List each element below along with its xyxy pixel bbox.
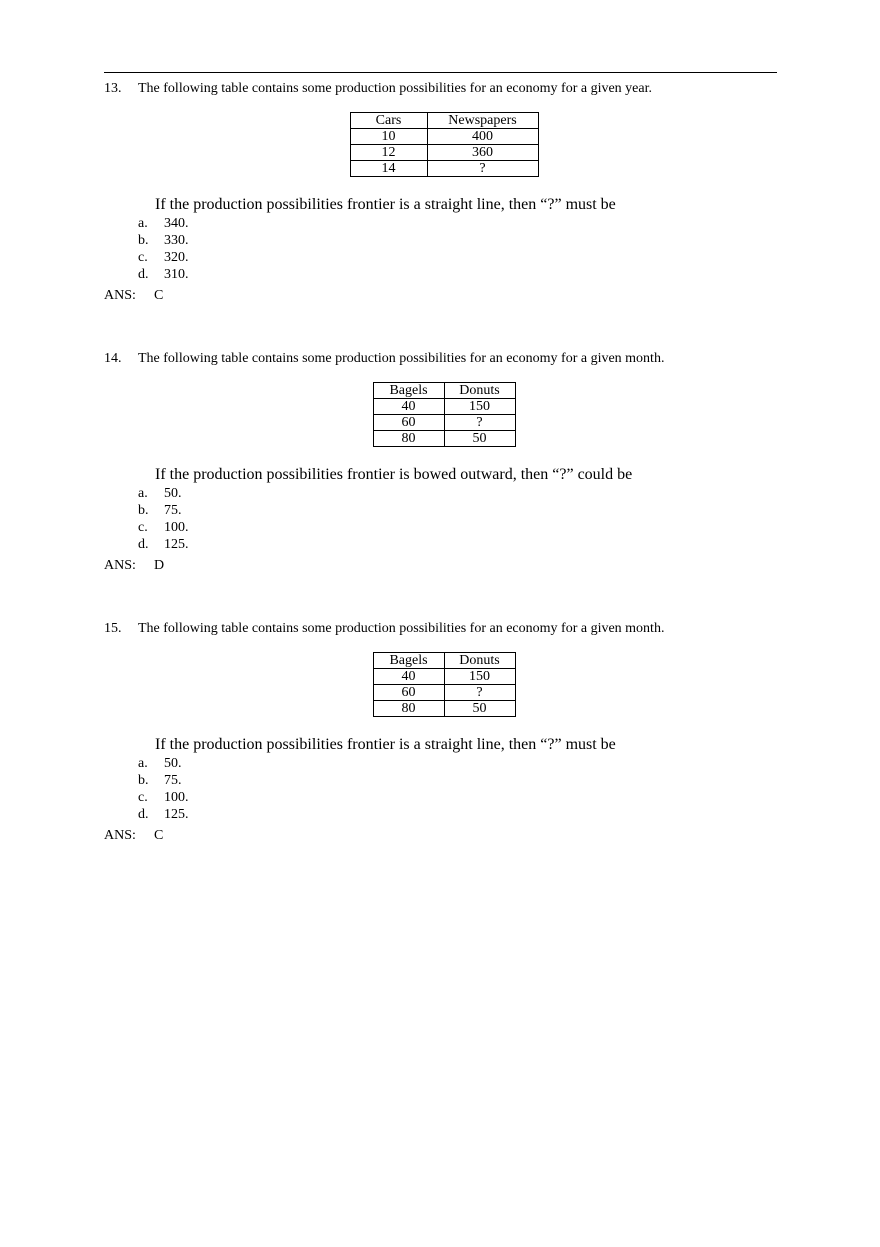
answer-choices [138, 485, 784, 553]
question-14 [104, 350, 784, 575]
choice-letter: d. [138, 537, 149, 552]
choice-text: 340. [164, 216, 189, 231]
question-text: The following table contains some production possibilities for an economy for a given year. [138, 81, 652, 96]
table-header-row [373, 383, 515, 399]
question-number: 15. [104, 621, 122, 636]
table-cell: ? [444, 685, 515, 701]
choice-item [138, 485, 784, 502]
choice-item [138, 536, 784, 553]
choice-item [138, 266, 784, 283]
production-table [373, 652, 516, 717]
choice-letter: d. [138, 267, 149, 282]
table-cell: 150 [444, 399, 515, 415]
question-prompt: If the production possibilities frontier is bowed outward, then “?” could be [155, 466, 633, 483]
choice-text: 50. [164, 486, 182, 501]
production-table [350, 112, 539, 177]
question-number: 13. [104, 81, 122, 96]
choice-text: 50. [164, 756, 182, 771]
table-row [350, 129, 538, 145]
table-cell: 60 [373, 685, 444, 701]
table-cell: ? [444, 415, 515, 431]
table-row [373, 685, 515, 701]
top-rule [104, 72, 777, 73]
table-row [373, 399, 515, 415]
table-row [350, 161, 538, 177]
choice-letter: a. [138, 216, 148, 231]
choice-text: 100. [164, 790, 189, 805]
table-cell: 60 [373, 415, 444, 431]
answer-value: D [154, 558, 165, 573]
answer-value: C [154, 828, 164, 843]
table-cell: 40 [373, 399, 444, 415]
table-cell: 12 [350, 145, 427, 161]
table-cell: 50 [444, 431, 515, 447]
table-row [373, 669, 515, 685]
choice-item [138, 232, 784, 249]
choice-letter: b. [138, 233, 149, 248]
table-cell: 10 [350, 129, 427, 145]
answer-choices [138, 755, 784, 823]
answer-label: ANS: [104, 288, 136, 303]
choice-item [138, 806, 784, 823]
question-13 [104, 80, 784, 305]
answer-choices [138, 215, 784, 283]
table-cell: 360 [427, 145, 538, 161]
choice-letter: a. [138, 756, 148, 771]
choice-letter: c. [138, 790, 148, 805]
choice-letter: b. [138, 773, 149, 788]
table-header: Bagels [373, 383, 444, 399]
answer-value: C [154, 288, 164, 303]
choice-text: 100. [164, 520, 189, 535]
question-text: The following table contains some production possibilities for an economy for a given month. [138, 621, 665, 636]
question-stem [104, 620, 784, 638]
table-header: Donuts [444, 383, 515, 399]
question-prompt: If the production possibilities frontier is a straight line, then “?” must be [155, 736, 616, 753]
table-cell: 50 [444, 701, 515, 717]
choice-text: 125. [164, 807, 189, 822]
table-row [373, 431, 515, 447]
table-header: Donuts [444, 653, 515, 669]
answer-line [104, 557, 784, 575]
table-header-row [373, 653, 515, 669]
table-row [350, 145, 538, 161]
table-cell: 14 [350, 161, 427, 177]
table-header: Newspapers [427, 113, 538, 129]
choice-letter: b. [138, 503, 149, 518]
choice-item [138, 215, 784, 232]
choice-text: 330. [164, 233, 189, 248]
choice-item [138, 755, 784, 772]
choice-letter: d. [138, 807, 149, 822]
choice-item [138, 772, 784, 789]
choice-item [138, 502, 784, 519]
question-stem [104, 350, 784, 368]
table-cell: 400 [427, 129, 538, 145]
answer-label: ANS: [104, 558, 136, 573]
choice-letter: c. [138, 250, 148, 265]
question-15 [104, 620, 784, 845]
answer-line [104, 287, 784, 305]
choice-text: 310. [164, 267, 189, 282]
choice-letter: c. [138, 520, 148, 535]
table-cell: ? [427, 161, 538, 177]
table-header: Bagels [373, 653, 444, 669]
table-cell: 40 [373, 669, 444, 685]
table-cell: 80 [373, 701, 444, 717]
choice-text: 75. [164, 773, 182, 788]
choice-text: 320. [164, 250, 189, 265]
question-number: 14. [104, 351, 122, 366]
production-table [373, 382, 516, 447]
choice-text: 125. [164, 537, 189, 552]
table-row [373, 701, 515, 717]
answer-label: ANS: [104, 828, 136, 843]
choice-letter: a. [138, 486, 148, 501]
table-header-row [350, 113, 538, 129]
table-cell: 150 [444, 669, 515, 685]
table-header: Cars [350, 113, 427, 129]
question-stem [104, 80, 784, 98]
choice-item [138, 249, 784, 266]
choice-text: 75. [164, 503, 182, 518]
question-prompt: If the production possibilities frontier is a straight line, then “?” must be [155, 196, 616, 213]
choice-item [138, 789, 784, 806]
answer-line [104, 827, 784, 845]
choice-item [138, 519, 784, 536]
question-text: The following table contains some production possibilities for an economy for a given month. [138, 351, 665, 366]
table-row [373, 415, 515, 431]
table-cell: 80 [373, 431, 444, 447]
